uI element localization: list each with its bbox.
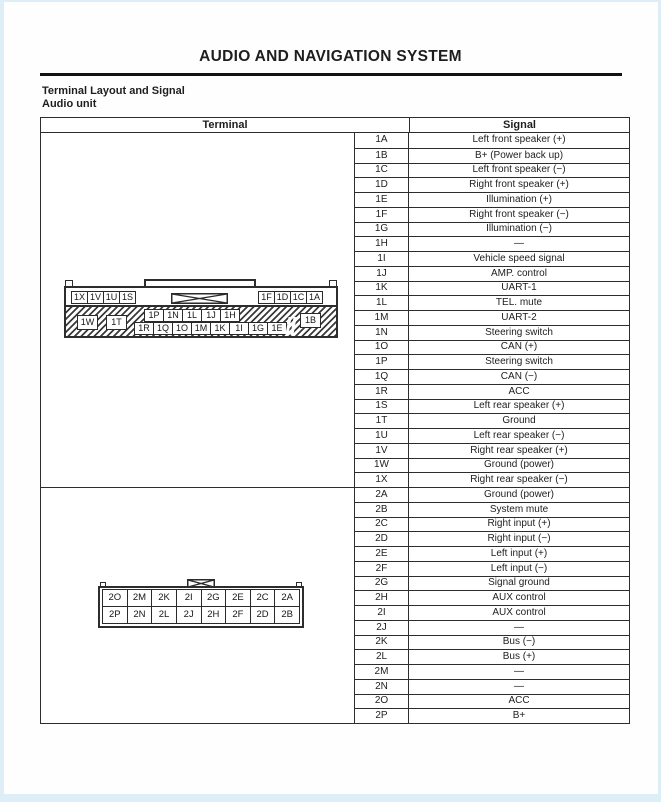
pin-group-bottom-row — [134, 322, 287, 335]
terminal-cell: 1J — [355, 266, 409, 281]
terminal-cell: 1Q — [355, 369, 409, 384]
signal-cell: Right input (−) — [409, 531, 629, 546]
terminal-cell: 1R — [355, 384, 409, 399]
pin-1m: 1M — [191, 322, 211, 335]
pin-1d: 1D — [274, 291, 291, 304]
pin-1n: 1N — [163, 309, 183, 322]
table-header-row — [41, 118, 629, 133]
signal-cell: Ground (power) — [409, 458, 629, 473]
terminal-cell: 1I — [355, 251, 409, 266]
pin-group-row2 — [102, 607, 300, 624]
pin-1x: 1X — [71, 291, 88, 304]
terminal-cell: 1V — [355, 443, 409, 458]
pin-2a: 2A — [274, 589, 300, 607]
signal-cell: — — [409, 664, 629, 679]
signal-cell: B+ — [409, 708, 629, 723]
signal-cell: Left input (−) — [409, 561, 629, 576]
signal-cell: — — [409, 236, 629, 251]
pin-group-top-right — [258, 291, 323, 304]
signal-cell: UART-1 — [409, 281, 629, 296]
terminal-cell: 2B — [355, 502, 409, 517]
signal-cell: Right input (+) — [409, 517, 629, 532]
terminal-cell: 1D — [355, 177, 409, 192]
signal-cell: Left input (+) — [409, 546, 629, 561]
pin-1c: 1C — [290, 291, 307, 304]
connector2-body — [98, 586, 304, 628]
pin-2o: 2O — [102, 589, 128, 607]
pin-1h: 1H — [220, 309, 240, 322]
pin-2e: 2E — [225, 589, 251, 607]
pin-2f: 2F — [225, 606, 251, 624]
terminal-cell: 2O — [355, 694, 409, 709]
terminal-cell: 2P — [355, 708, 409, 723]
scan-edge — [0, 0, 4, 802]
signal-cell: Right front speaker (−) — [409, 207, 629, 222]
signal-cell: Ground (power) — [409, 487, 629, 502]
terminal-cell: 2F — [355, 561, 409, 576]
signal-cell: Steering switch — [409, 354, 629, 369]
terminal-cell: 2G — [355, 576, 409, 591]
terminal-cell: 2E — [355, 546, 409, 561]
pin-1j: 1J — [201, 309, 221, 322]
signal-cell: Signal ground — [409, 576, 629, 591]
signal-cell: Right front speaker (+) — [409, 177, 629, 192]
signal-cell: Left front speaker (+) — [472, 134, 566, 146]
signal-cell: Right rear speaker (+) — [409, 443, 629, 458]
pin-2c: 2C — [250, 589, 276, 607]
pin-2m: 2M — [127, 589, 153, 607]
pin-1w: 1W — [77, 315, 98, 330]
keying-cross-icon — [171, 293, 228, 304]
signal-cell: AMP. control — [409, 266, 629, 281]
pin-1r: 1R — [134, 322, 154, 335]
signal-column-header: Signal — [502, 119, 536, 131]
scan-edge — [0, 794, 661, 802]
terminal-cell: 2I — [355, 605, 409, 620]
signal-cell: System mute — [409, 502, 629, 517]
pin-1e: 1E — [267, 322, 287, 335]
terminal-signal-table — [40, 117, 630, 724]
pin-1b: 1B — [300, 313, 321, 328]
terminal-cell: 2N — [355, 679, 409, 694]
pin-group-middle-row — [144, 309, 240, 322]
terminal-cell: 1F — [355, 207, 409, 222]
scan-edge — [0, 0, 661, 2]
connector1-top-row — [66, 288, 336, 305]
terminal-cell: 2J — [355, 620, 409, 635]
terminal-cell: 2K — [355, 635, 409, 650]
pin-1k: 1K — [210, 322, 230, 335]
pin-1s: 1S — [119, 291, 136, 304]
signal-cell: Steering switch — [409, 325, 629, 340]
pin-2n: 2N — [127, 606, 153, 624]
signal-cell: Bus (+) — [409, 649, 629, 664]
terminal-cell: 2D — [355, 531, 409, 546]
pin-group-top-left — [71, 291, 136, 304]
pin-1i: 1I — [229, 322, 249, 335]
pin-1a: 1A — [306, 291, 323, 304]
connector1-hatched-area — [66, 305, 336, 336]
signal-cell: Bus (−) — [409, 635, 629, 650]
terminal-cell: 1M — [355, 310, 409, 325]
signal-cell: Left front speaker (−) — [409, 163, 629, 178]
signal-cell: B+ (Power back up) — [409, 148, 629, 163]
connector2-diagram-cell — [41, 487, 355, 723]
pin-group-row1 — [102, 589, 300, 607]
connector2-diagram — [98, 579, 304, 628]
pin-1o: 1O — [172, 322, 192, 335]
signal-cell: — — [409, 679, 629, 694]
terminal-cell: 2M — [355, 664, 409, 679]
pin-1p: 1P — [144, 309, 164, 322]
signal-cell: UART-2 — [409, 310, 629, 325]
pin-2h: 2H — [201, 606, 227, 624]
signal-cell: Illumination (−) — [409, 222, 629, 237]
terminal-cell: 1C — [355, 163, 409, 178]
pin-2j: 2J — [176, 606, 202, 624]
terminal-cell: 1O — [355, 340, 409, 355]
terminal-cell: 2A — [355, 487, 409, 502]
terminal-cell: 1B — [355, 148, 409, 163]
subsection-title: Audio unit — [42, 98, 97, 110]
terminal-cell: 1X — [355, 472, 409, 487]
terminal-cell: 1P — [355, 354, 409, 369]
signal-cell: AUX control — [409, 605, 629, 620]
title-underline — [40, 73, 622, 76]
signal-cell: Left rear speaker (−) — [409, 428, 629, 443]
terminal-cell: 1L — [355, 295, 409, 310]
pin-1g: 1G — [248, 322, 268, 335]
terminal-cell: 2L — [355, 649, 409, 664]
terminal-cell: 2H — [355, 590, 409, 605]
connector1-body — [64, 286, 338, 338]
pin-1q: 1Q — [153, 322, 173, 335]
pin-group-large — [77, 315, 127, 330]
connector1-diagram — [64, 279, 338, 338]
signal-cell: Vehicle speed signal — [409, 251, 629, 266]
signal-cell: Ground — [409, 413, 629, 428]
terminal-cell: 2C — [355, 517, 409, 532]
terminal-cell: 1S — [355, 399, 409, 414]
pin-2g: 2G — [201, 589, 227, 607]
pin-2i: 2I — [176, 589, 202, 607]
terminal-cell: 1H — [355, 236, 409, 251]
terminal-cell: 1A — [355, 133, 409, 148]
terminal-cell: 1T — [355, 413, 409, 428]
signal-cell: Left rear speaker (+) — [409, 399, 629, 414]
signal-cell: ACC — [409, 694, 629, 709]
pin-2d: 2D — [250, 606, 276, 624]
table-body — [41, 133, 629, 723]
signal-cell: ACC — [409, 384, 629, 399]
terminal-cell: 1W — [355, 458, 409, 473]
pin-1l: 1L — [182, 309, 202, 322]
terminal-cell: 1U — [355, 428, 409, 443]
pin-1u: 1U — [103, 291, 120, 304]
pin-2b: 2B — [274, 606, 300, 624]
signal-cell: TEL. mute — [409, 295, 629, 310]
pin-1v: 1V — [87, 291, 104, 304]
signal-cell: CAN (−) — [409, 369, 629, 384]
terminal-cell: 1E — [355, 192, 409, 207]
section-title: Terminal Layout and Signal — [42, 85, 185, 97]
signal-cell: — — [409, 620, 629, 635]
pin-2p: 2P — [102, 606, 128, 624]
pin-1t: 1T — [106, 315, 127, 330]
terminal-cell: 1K — [355, 281, 409, 296]
terminal-column-header: Terminal — [41, 118, 410, 132]
pin-1f: 1F — [258, 291, 275, 304]
connector1-diagram-cell — [41, 133, 355, 487]
page-title: AUDIO AND NAVIGATION SYSTEM — [199, 48, 462, 65]
signal-cell: Right rear speaker (−) — [409, 472, 629, 487]
terminal-cell: 1G — [355, 222, 409, 237]
pin-2k: 2K — [151, 589, 177, 607]
signal-cell: AUX control — [409, 590, 629, 605]
connector-slit — [290, 317, 296, 335]
signal-cell: Illumination (+) — [409, 192, 629, 207]
signal-cell: CAN (+) — [409, 340, 629, 355]
terminal-cell: 1N — [355, 325, 409, 340]
pin-2l: 2L — [151, 606, 177, 624]
